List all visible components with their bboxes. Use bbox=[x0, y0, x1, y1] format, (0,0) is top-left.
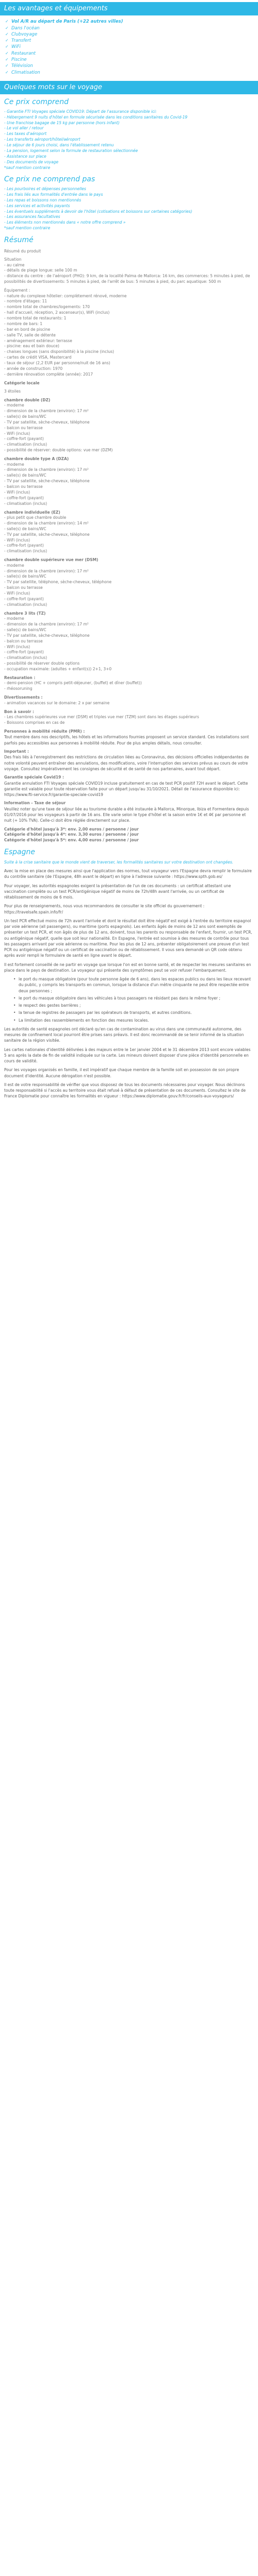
triple-room-list bbox=[4, 616, 254, 672]
equipment-line: - chaises longues (sans disponibilité) à la piscine (inclus) bbox=[4, 349, 114, 354]
seaview-room-line: - dimension de la chambre (environ): 17 m² bbox=[4, 568, 89, 573]
included-line: - Hébergement 9 nuits d'hôtel en formule sécurisée dans les conditions sanitaires du Covid-19 bbox=[4, 114, 188, 120]
situation-line: - détails de plage longue: selle 100 m bbox=[4, 268, 77, 273]
excluded-line: - Les repas et boissons non mentionnés bbox=[4, 197, 82, 202]
included-line: - Les taxes d'aéroport bbox=[4, 131, 47, 137]
seaview-room-line: - balcon ou terrasse bbox=[4, 585, 43, 590]
equipment-line: - nombre d'étages: 11 bbox=[4, 299, 47, 304]
double-a-room-line: - salle(s) de bains/WC bbox=[4, 473, 46, 478]
triple-room-line: - salle(s) de bains/WC bbox=[4, 627, 46, 632]
spain-title: Espagne bbox=[4, 848, 35, 857]
entertainment-label: Divertissements : bbox=[4, 695, 43, 700]
info-line: - Les chambres supérieures vue mer (DSM) et triples vue mer (TZM) sont dans les étages supérieurs bbox=[4, 715, 199, 720]
seaview-room-line: - WiFi (inclus) bbox=[4, 591, 30, 596]
restaurant-line: - demi-pension (HC + compris petit-déjeuner, (buffet) et dîner (buffet)) bbox=[4, 681, 142, 686]
important-text: Des frais liés à l'enregistrement des restrictions de circulation liées au Coronavirus, des décisions officielles indépendantes de notre volonté peuvent entraîner des annulations, des modifications, voire l'interruption des services prévus au cours de votre voyage. Consultez impérativement les consignes de sécurité et de santé de nos partenaires, avant tout départ. bbox=[4, 755, 249, 771]
double-a-room-label: chambre double type A (DZA) bbox=[4, 456, 69, 462]
single-room-list bbox=[4, 515, 254, 554]
triple-room-line: - occupation maximale: (adultes + enfant(s)) 2+1, 3+0 bbox=[4, 667, 112, 672]
excluded-line: - Les assurances facultatives bbox=[4, 214, 60, 219]
advantages-title: Les avantages et équipements bbox=[0, 2, 258, 15]
restaurant-list bbox=[4, 681, 254, 692]
triple-room-line: - TV par satellite, sèche-cheveux, téléphone bbox=[4, 633, 90, 638]
double-a-room-list bbox=[4, 462, 254, 507]
included-line: - Assistance sur place bbox=[4, 154, 46, 159]
double-room-line: - climatisation (inclus) bbox=[4, 442, 47, 447]
included-line: - Garantie FTI Voyages spéciale COVID19: Départ de l'assurance disponible ici: bbox=[4, 109, 157, 114]
equipment-line: - dernière rénovation complète (année): 2017 bbox=[4, 371, 93, 377]
equipment-line: - bar en bord de piscine bbox=[4, 327, 51, 332]
triple-room-line: - climatisation (inclus) bbox=[4, 655, 47, 660]
excluded-line: - Les frais liés aux formalités d'entrée dans le pays bbox=[4, 192, 103, 197]
restaurant-label: Restauration : bbox=[4, 675, 36, 680]
excluded-line: - Les éléments non mentionnés dans « notre offre comprend » bbox=[4, 220, 126, 225]
included-line: *sauf mention contraire bbox=[4, 165, 51, 170]
double-room-line: - WiFi (inclus) bbox=[4, 431, 30, 436]
included-line: - Des documents de voyage bbox=[4, 159, 59, 164]
double-room-list bbox=[4, 403, 254, 453]
equipment-line: - année de construction: 1970 bbox=[4, 366, 63, 371]
tax-category-line: Catégorie d'hôtel jusqu'à 3*: env. 2,00 euros / personne / jour bbox=[4, 826, 139, 832]
equipment-line: - aménagement extérieur: terrasse bbox=[4, 338, 72, 343]
double-a-room-line: - TV par satellite, sèche-cheveux, téléphone bbox=[4, 479, 90, 484]
triple-room-line: - WiFi (inclus) bbox=[4, 644, 30, 649]
equipment-list bbox=[4, 294, 254, 378]
included-list bbox=[4, 109, 254, 171]
excluded-line: *sauf mention contraire bbox=[4, 226, 51, 231]
tourist-tax-text: Veuillez noter qu'une taxe de séjour liée au tourisme durable a été instaurée à Mallorca, Minorque, Ibiza et Formentera depuis 01/07/2016 pour les voyageurs à partir de 16 ans. Elle varie selon le type d'hôtel et la saison entre 1€ et 4€ par personne et nuit (+ 10% TVA). Celle-ci doit être réglée directement sur place. bbox=[4, 806, 249, 823]
advantage-item: ✓ WiFi bbox=[4, 44, 254, 50]
summary-section bbox=[0, 235, 258, 843]
situation-list bbox=[4, 263, 254, 285]
situation-label: Situation bbox=[4, 257, 22, 262]
spain-bullet: • La limitation des rassemblements en fonction des mesures locales. bbox=[19, 1018, 254, 1023]
excluded-line: - Les services et activités payants bbox=[4, 203, 70, 208]
seaview-room-line: - salle(s) de bains/WC bbox=[4, 574, 46, 579]
spain-intro: Suite à la crise sanitaire que le monde vient de traverser, les formalités sanitaires sur votre destination ont changées. bbox=[4, 859, 234, 865]
double-a-room-line: - WiFi (inclus) bbox=[4, 489, 30, 495]
triple-room-line: - coffre-fort (payant) bbox=[4, 650, 44, 655]
seaview-room-line: - TV par satellite, téléphone, sèche-cheveux, téléphone bbox=[4, 580, 112, 585]
seaview-room-list bbox=[4, 563, 254, 608]
equipment-line: - nombre total de chambres/logements: 170 bbox=[4, 304, 90, 310]
advantage-item: ✓ Clubvoyage bbox=[4, 31, 254, 38]
advantage-item: ✓ Dans l'océan bbox=[4, 25, 254, 31]
double-room-line: - dimension de la chambre (environ): 17 m² bbox=[4, 409, 89, 414]
triple-room-label: chambre 3 lits (TZ) bbox=[4, 611, 46, 616]
spain-bullet: • le port du masque obligatoire (pour toute personne âgée de 6 ans), dans les espaces publics ou dans les lieux recevant du public, y compris les transports en commun, lorsque la distance d'un mètre cinquante ne peut être respectée entre deux personnes ; bbox=[19, 976, 254, 994]
tourist-tax-label: Information - Taxe de séjour bbox=[4, 801, 66, 806]
advantages-list bbox=[0, 19, 258, 79]
triple-room-line: - dimension de la chambre (environ): 17 m² bbox=[4, 622, 89, 627]
spain-section bbox=[0, 848, 258, 1099]
equipment-line: - nature du complexe hôtelier: complètement rénové, moderne bbox=[4, 293, 127, 298]
triple-room-line: - possibilité de réserver double options bbox=[4, 661, 80, 666]
advantage-item: ✓ Climatisation bbox=[4, 70, 254, 76]
spain-bullet: • le port du masque obligatoire dans les véhicules à tous passagers ne résidant pas dans le même foyer ; bbox=[19, 995, 254, 1001]
situation-line: - distance du centre : de l'aéroport (PHO): 9 km, de la localité Palma de Mallorca: 16 km, des commerces: 5 minutes à pied, de possibilités de divertissements: 5 minutes à pied, de l'arrêt de bus: 5 minutes à pied, du parc aquatique: 500 m bbox=[4, 274, 250, 284]
single-room-line: - WiFi (inclus) bbox=[4, 537, 30, 543]
double-a-room-line: - climatisation (inclus) bbox=[4, 501, 47, 506]
seaview-room-line: - moderne bbox=[4, 563, 24, 568]
spain-paragraph: Un test PCR effectué moins de 72h avant l'arrivée et dont le résultat doit être négatif est exigé à l'entrée du territoire espagnol par voie aérienne (all passengers), ou maritime (ports espagnols). Les enfants âgés de moins de 12 ans sont exemptés de présenter un test PCR, et non âgés de plus de 12 ans, doivent, tous les parents ou responsable de l'enfant, fournir, un test PCR, ou antigénique négatif, quelle que soit leur nationalité. En Espagne, l'entrée est soumise à des mesures de contrôle pour tous les passagers arrivant par voie aérienne ou maritime. Pour les plus de 12 ans, présenter obligatoirement une preuve d'un test PCR ou antigénique négatif ou un certificat de vaccination ou de rétablissement. Il vous sera demandé un QR code obtenu après avoir rempli le formulaire de santé en ligne avant le départ. bbox=[4, 918, 252, 958]
advantage-item: ✓ Télévision bbox=[4, 63, 254, 69]
advantage-item: ✓ Piscine bbox=[4, 57, 254, 63]
single-room-line: - climatisation (inclus) bbox=[4, 549, 47, 554]
double-room-line: - coffre-fort (payant) bbox=[4, 436, 44, 442]
included-section bbox=[0, 97, 258, 171]
info-label: Bon à savoir : bbox=[4, 709, 34, 714]
single-room-line: - coffre-fort (payant) bbox=[4, 543, 44, 548]
important-label: Important : bbox=[4, 749, 29, 754]
equipment-line: - cartes de crédit VISA, Mastercard bbox=[4, 355, 72, 360]
excluded-list bbox=[4, 187, 254, 231]
single-room-line: - plus petit que chambre double bbox=[4, 515, 67, 520]
equipment-line: - nombre de bars: 1 bbox=[4, 321, 43, 326]
seaview-room-line: - coffre-fort (payant) bbox=[4, 596, 44, 601]
reduced-mobility-text: Tout membre dans nos descriptifs, les hôtels et les informations fournies proposent un service standard. Ces installations sont parfois peu accessibles aux personnes à mobilité réduite. Pour de plus amples détails, nous consulter. bbox=[4, 735, 249, 745]
spain-bullet: • le respect des gestes barrières ; bbox=[19, 1003, 254, 1008]
double-room-line: - salle(s) de bains/WC bbox=[4, 414, 46, 419]
equipment-label: Équipement : bbox=[4, 288, 30, 293]
spain-paragraph: Avec la mise en place des mesures ainsi que l'application des normes, tout voyageur vers l'Espagne devra remplir le formulaire du contrôle sanitaire (de l'Espagne, 48h avant le départ) en ligne à l'adresse suivante : https://www.spth.gob.es/ bbox=[4, 869, 252, 879]
double-room-line: - possibilité de réserver: double options: vue mer (DZM) bbox=[4, 448, 113, 453]
double-a-room-line: - dimension de la chambre (environ): 17 m² bbox=[4, 467, 89, 472]
double-a-room-line: - moderne bbox=[4, 462, 24, 467]
spain-paragraph: Pour plus de renseignements, nous vous recommandons de consulter le site officiel du gouvernement : https://travelsafe.spain.info/fr/ bbox=[4, 904, 205, 914]
single-room-label: chambre individuelle (EZ) bbox=[4, 510, 60, 515]
double-a-room-line: - coffre-fort (payant) bbox=[4, 495, 44, 500]
page bbox=[0, 2, 258, 1099]
entertainment-list bbox=[4, 701, 254, 706]
double-room-label: chambre double (DZ) bbox=[4, 397, 51, 402]
double-a-room-line: - balcon ou terrasse bbox=[4, 484, 43, 489]
info-list bbox=[4, 715, 254, 726]
equipment-line: - taux de séjour (2,2 EUR par personne/nuit de 16 ans) bbox=[4, 361, 110, 366]
spain-paragraph: Les cartes nationales d'identité délivrées à des majeurs entre le 1er janvier 2004 et le 31 décembre 2013 sont encore valables 5 ans après la date de fin de validité indiquée sur la carte. Les mineurs doivent disposer d'une pièce d'identité personnelle en cours de validité. bbox=[4, 1047, 251, 1064]
double-room-line: - TV par satellite, sèche-cheveux, téléphone bbox=[4, 419, 90, 425]
category-label: Catégorie locale bbox=[4, 380, 40, 385]
included-line: - Le vol aller / retour bbox=[4, 126, 44, 131]
situation-line: - au calme bbox=[4, 262, 25, 267]
equipment-line: - piscine: eau et bain douce) bbox=[4, 344, 59, 349]
spain-bullet: • la tenue de registres de passagers par les opérateurs de transports, et autres conditions. bbox=[19, 1010, 254, 1015]
summary-intro: Résumé du produit bbox=[4, 248, 41, 253]
triple-room-line: - balcon ou terrasse bbox=[4, 638, 43, 643]
tax-category-line: Catégorie d'hôtel jusqu'à 5*: env. 4,00 euros / personne / jour bbox=[4, 838, 139, 843]
reduced-mobility-label: Personnes à mobilité réduite (PMR) : bbox=[4, 728, 85, 734]
spain-paragraph: Pour les voyages organisés en famille, il est impératif que chaque membre de la famille soit en possession de son propre document d'identité. Aucune dérogation n'est possible. bbox=[4, 1067, 239, 1078]
restaurant-line: - rhéosoruning bbox=[4, 686, 33, 691]
tax-category-list bbox=[4, 827, 254, 844]
entertainment-line: - animation vacances sur le domaine: 2 x par semaine bbox=[4, 700, 110, 705]
single-room-line: - dimension de la chambre (environ): 14 m² bbox=[4, 520, 89, 526]
included-line: - La pension, logement selon la formule de restauration sélectionnée bbox=[4, 148, 138, 153]
included-title: Ce prix comprend bbox=[4, 98, 69, 107]
triple-room-line: - moderne bbox=[4, 616, 24, 621]
covid-text: Garantie annulation FTI Voyages spéciale COVID19 incluse gratuitement en cas de test PCR positif 72H avant le départ. Cette garantie est valable pour toute réservation faite pour un départ jusqu'au 31/10/2021. Détail de l'assurance disponible ici: https://www.fti-service.fr/garantie-speciale-covid19 bbox=[4, 781, 248, 798]
summary-title: Résumé bbox=[4, 236, 34, 244]
equipment-line: - hall d'accueil, réception, 2 ascenseur(s), WiFi (inclus) bbox=[4, 310, 110, 315]
single-room-line: - TV par satellite, sèche-cheveux, téléphone bbox=[4, 532, 90, 537]
single-room-line: - salle(s) de bains/WC bbox=[4, 526, 46, 531]
info-line: - Boissons comprises en cas de bbox=[4, 720, 65, 725]
double-room-line: - moderne bbox=[4, 403, 24, 408]
tax-category-line: Catégorie d'hôtel jusqu'à 4*: env. 3,30 euros / personne / jour bbox=[4, 832, 139, 837]
spain-bullets bbox=[4, 976, 254, 1023]
included-line: - Une franchise bagage de 15 kg par personne (hors infant) bbox=[4, 120, 120, 125]
spain-paragraph: Il est de votre responsabilité de vérifier que vous disposez de tous les documents nécessaires pour voyager. Nous déclinons toute responsabilité si l'accès au territoire vous était refusé à défaut de présentation de ces documents. Consultez le site de France Diplomatie pour connaître les formalités en vigueur : https://www.diplomatie.gouv.fr/fr/conseils-aux-voyageurs/ bbox=[4, 1082, 246, 1099]
highlights-title: Quelques mots sur le voyage bbox=[0, 81, 258, 94]
seaview-room-line: - climatisation (inclus) bbox=[4, 602, 47, 607]
spain-paragraph: Il est fortement conseillé de ne partir en voyage que lorsque l'on est en bonne santé, et de respecter les mesures sanitaires en place dans le pays de destination. Le voyageur qui présente des symptômes peut se voir refuser l'embarquement. bbox=[4, 962, 251, 973]
advantage-item: ✓ Vol A/R au départ de Paris (+22 autres villes) bbox=[4, 19, 254, 25]
seaview-room-label: chambre double supérieure vue mer (DSM) bbox=[4, 557, 99, 563]
equipment-line: - salle TV, salle de détente bbox=[4, 332, 56, 337]
included-line: - Les transferts aéroport/hôtel/aéroport bbox=[4, 137, 80, 142]
double-room-line: - balcon ou terrasse bbox=[4, 425, 43, 430]
advantage-item: ✓ Restaurant bbox=[4, 50, 254, 57]
spain-paragraph: Les autorités de santé espagnoles ont déclaré qu'en cas de contamination au virus dans une communauté autonome, des mesures de confinement local pourront être prises sans préavis. Il est donc recommandé de se tenir informé de la situation sanitaire de la région visitée. bbox=[4, 1026, 244, 1043]
equipment-line: - nombre total de restaurants: 1 bbox=[4, 316, 67, 321]
advantage-item: ✓ Transfert bbox=[4, 38, 254, 44]
excluded-line: - Les éventuels suppléments à devoir de l'hôtel (cotisations et boissons sur certaines catégories) bbox=[4, 209, 192, 214]
category-value: 3 étoiles bbox=[4, 389, 21, 394]
excluded-line: - Les pourboires et dépenses personnelles bbox=[4, 187, 86, 191]
excluded-section bbox=[0, 175, 258, 231]
included-line: - Le séjour de 6 jours choisi, dans l'établissement retenu bbox=[4, 143, 114, 148]
spain-paragraph: Pour voyager, les autorités espagnoles exigent la présentation de l'un de ces documents : un certificat attestant une vaccination complète ou un test PCR/antigénique négatif de moins de 72h/48h avant l'arrivée, ou un certificat de rétablissement de moins de 6 mois. bbox=[4, 883, 231, 900]
excluded-title: Ce prix ne comprend pas bbox=[4, 175, 95, 184]
covid-label: Garantie spéciale Covid19 : bbox=[4, 775, 64, 780]
